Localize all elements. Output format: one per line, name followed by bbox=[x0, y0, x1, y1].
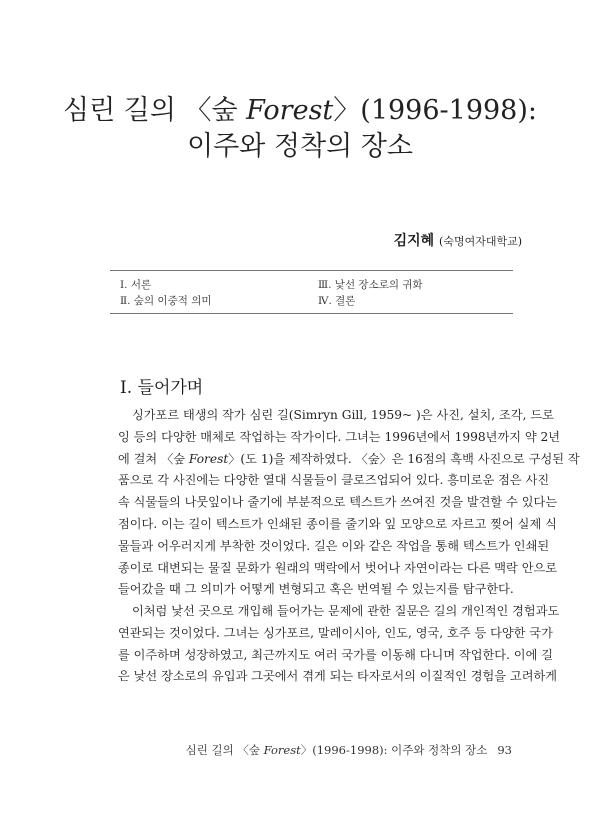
section-heading: Ⅰ. 들어가며 bbox=[120, 378, 204, 398]
author bbox=[394, 230, 522, 250]
page-number: 93 bbox=[497, 743, 512, 757]
toc-item-4: Ⅳ. 결론 bbox=[318, 295, 356, 307]
page-title-line2: 이주와 정착의 장소 bbox=[187, 131, 413, 162]
page-title-line1: 심린 길의 〈숲 Forest〉(1996-1998): bbox=[63, 95, 537, 126]
toc-item-3: Ⅲ. 낯선 장소로의 귀화 bbox=[318, 279, 423, 291]
toc-bottom-rule bbox=[110, 313, 513, 314]
toc-item-1: Ⅰ. 서론 bbox=[120, 279, 152, 291]
running-footer: 심린 길의 〈숲 Forest〉(1996-1998): 이주와 정착의 장소 93 bbox=[185, 743, 512, 757]
author-name: 김지혜 bbox=[393, 233, 435, 249]
paragraph-1: 싱가포르 태생의 작가 심린 길(Simryn Gill, 1959~ )은 사진, 설치, 조각, 드로 잉 등의 다양한 매체로 작업하는 작가이다. 그녀는 1996년에서 1998년까지 약 2년 에 걸쳐 〈숲 Forest〉(도 1)을 제작하였다. 〈숲〉은 16점의 흑백 사진으로 구성된 작 품으로 각 사진에는 다양한 열대 식물들이 클로즈업되어 있다. 흥미로운 점은 사진 속 식물들의 나뭇잎이나 줄기에 부분적으로 텍스트가 쓰여진 것을 발견할 수 있다는 점이다. 이는 길이 텍스트가 인쇄된 종이를 줄기와 잎 모양으로 자르고 찢어 실제 식 물들과 어우러지게 부착한 것이었다. 길은 이와 같은 작업을 통해 텍스트가 인쇄된 종이로 대변되는 물질 문화가 원래의 맥락에서 벗어나 자연이라는 다른 맥락 안으로 들어갔을 때 그 의미가 어떻게 변형되고 혹은 번역될 수 있는지를 탐구한다. bbox=[118, 408, 580, 597]
author-affiliation: (숙명여자대학교) bbox=[439, 235, 522, 248]
paragraph-2: 이처럼 낯선 곳으로 개입해 들어가는 문제에 관한 질문은 길의 개인적인 경험과도 연관되는 것이었다. 그녀는 싱가포르, 말레이시아, 인도, 영국, 호주 등 다양한 국가 를 이주하며 성장하였고, 최근까지도 여러 국가를 이동해 다니며 작업한다. 이에 길 은 낯선 장소로의 유입과 그곳에서 겪게 되는 타자로서의 이질적인 경험을 고려하게 bbox=[118, 604, 560, 684]
toc-top-rule bbox=[110, 270, 513, 271]
toc-item-2: Ⅱ. 숲의 이중적 의미 bbox=[120, 295, 212, 307]
